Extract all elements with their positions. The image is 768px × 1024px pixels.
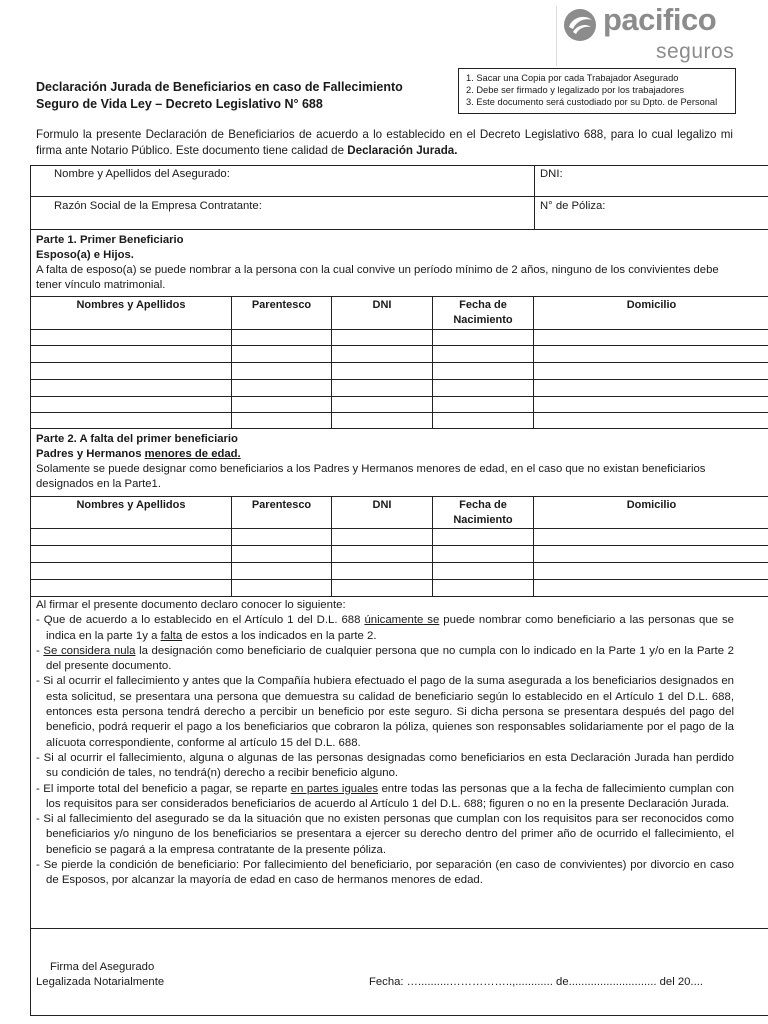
divider xyxy=(30,428,768,429)
insured-name-field[interactable] xyxy=(240,167,530,191)
title-line-2: Seguro de Vida Ley – Decreto Legislativo N° 688 xyxy=(36,97,323,111)
divider xyxy=(331,296,332,428)
logo-subtitle: seguros xyxy=(656,40,735,63)
divider xyxy=(30,196,768,197)
divider xyxy=(30,345,768,346)
declaration-item-3: - Si al ocurrir el fallecimiento y antes que la Compañía hubiera efectuado el pago de la suma asegurada a los beneficiarios designados en esta solicitud, se presentara una persona que demuestra su calidad de beneficiario según lo establecido en el Artículo 1 del D.L. 688, entonces esta persona tendrá derecho a percibir un beneficio por este seguro. Si dicha persona se presentara después del pago del beneficio, podrá requerir el pago a los beneficiarios que cobraron la póliza, quienes son responsables solidariamente por el pago de la alícuota correspondiente, conforme al artículo 15 del D.L. 688. xyxy=(36,675,734,749)
divider xyxy=(30,596,768,597)
part2-title: Parte 2. A falta del primer beneficiario xyxy=(36,433,238,445)
policy-label: N° de Póliza: xyxy=(540,200,606,212)
signature-legalized-label: Legalizada Notarialmente xyxy=(36,976,165,988)
insured-dni-label: DNI: xyxy=(540,168,563,180)
part1-note: A falta de esposo(a) se puede nombrar a la persona con la cual convive un período mínimo de 2 años, ninguno de los convivientes debe tener vínculo matrimonial. xyxy=(36,264,719,291)
col-relation: Parentesco xyxy=(251,299,312,311)
instruction-2: 2. Debe ser firmado y legalizado por los trabajadores xyxy=(466,85,685,95)
intro-bold: Declaración Jurada. xyxy=(347,143,458,157)
instruction-1: 1. Sacar una Copia por cada Trabajador Asegurado xyxy=(466,73,679,83)
insured-name-label: Nombre y Apellidos del Asegurado: xyxy=(54,168,230,180)
divider xyxy=(30,362,768,363)
part2-note: Solamente se puede designar como beneficiarios a los Padres y Hermanos menores de edad, en el caso que no existan beneficiarios designados en la Parte1. xyxy=(36,463,706,490)
insured-dni-field[interactable] xyxy=(566,167,764,191)
logo-divider xyxy=(556,6,557,66)
col-names: Nombres y Apellidos xyxy=(76,499,186,511)
part2-header: Parte 2. A falta del primer beneficiario Padres y Hermanos menores de edad. Solamente se puede designar como beneficiarios a los Padres y Hermanos menores de edad, en el caso que no existan beneficiarios designados en la Parte1. xyxy=(36,432,736,492)
part1-title: Parte 1. Primer Beneficiario xyxy=(36,234,184,246)
divider xyxy=(30,545,768,546)
divider xyxy=(30,296,768,297)
divider xyxy=(30,229,768,230)
declaration-item-6: - Si al fallecimiento del asegurado se da la situación que no existen personas que cumplan con los requisitos para ser reconocidos como beneficiarios y/o ninguno de los beneficiarios se presentara a ejercer su derecho dentro del primer año de ocurrido el fallecimiento, el beneficio se pagará a la empresa contratante de la presente póliza. xyxy=(36,813,734,856)
divider xyxy=(30,379,768,380)
part1-subtitle: Esposo(a) e Hijos. xyxy=(36,249,134,261)
declaration-item-1: - Que de acuerdo a lo establecido en el Artículo 1 del D.L. 688 únicamente se puede nombrar como beneficiario a las personas que se indica en la parte 1y a falta de estos a los indicados en la parte 2. xyxy=(36,614,734,642)
divider xyxy=(30,928,768,929)
col-dni: DNI xyxy=(372,299,392,311)
company-field[interactable] xyxy=(272,199,530,225)
declaration-item-2: - Se considera nula la designación como beneficiario de cualquier persona que no cumpla con lo indicado en la Parte 1 y/o en la Parte 2 del presente documento. xyxy=(36,644,734,673)
divider xyxy=(30,329,768,330)
title-line-1: Declaración Jurada de Beneficiarios en caso de Fallecimiento xyxy=(36,80,403,94)
company-label: Razón Social de la Empresa Contratante: xyxy=(54,200,262,212)
col-address: Domicilio xyxy=(626,299,677,311)
instructions-box xyxy=(458,68,736,114)
part1-header xyxy=(36,233,736,293)
declaration-item-4: - Si al ocurrir el fallecimiento, alguna o algunas de las personas designadas como beneficiarios en esta Declaración Jurada han perdido su condición de tales, no tendrá(n) derecho a recibir beneficio alguno. xyxy=(36,751,734,780)
date-field[interactable]: Fecha: …..........……………..,............ de............................ del 20.... xyxy=(369,976,703,988)
declaration-item-7: - Se pierde la condición de beneficiario: Por fallecimiento del beneficiario, por separación (en caso de convivientes) por divorcio en caso de Esposos, por alcanzar la mayoría de edad en caso de hermanos menores de edad. xyxy=(36,859,734,887)
divider xyxy=(30,579,768,580)
divider xyxy=(30,496,768,497)
col-names: Nombres y Apellidos xyxy=(76,299,186,311)
declaration-item-5: - El importe total del beneficio a pagar, se reparte en partes iguales entre todas las personas que a la fecha de fallecimiento cumplan con los requisitos para ser considerados beneficiarios de acuerdo al Artículo 1 del D.L. 688; figuren o no en la presente Declaración Jurada. xyxy=(36,782,734,810)
declaration-block xyxy=(36,598,734,889)
divider xyxy=(30,412,768,413)
col-relation: Parentesco xyxy=(251,499,312,511)
declaration-intro: Al firmar el presente documento declaro conocer lo siguiente: xyxy=(36,599,346,611)
divider xyxy=(30,528,768,529)
instruction-3: 3. Este documento será custodiado por su Dpto. de Personal xyxy=(466,97,718,107)
logo-brand: pacifico xyxy=(603,2,717,37)
col-birth: Fecha de Nacimiento xyxy=(453,499,513,526)
intro-paragraph: Formulo la presente Declaración de Beneficiarios de acuerdo a lo establecido en el Decreto Legislativo 688, para lo cual legalizo mi firma ante Notario Público. Este documento tiene calidad de Declaración Jurada. xyxy=(36,128,733,157)
col-address: Domicilio xyxy=(626,499,677,511)
col-dni: DNI xyxy=(372,499,392,511)
signature-label: Firma del Asegurado xyxy=(50,961,155,973)
divider xyxy=(231,296,232,428)
policy-field[interactable] xyxy=(612,199,764,225)
document-title xyxy=(36,79,403,113)
pacifico-logo-icon xyxy=(563,8,597,42)
part2-subtitle-underlined: menores de edad. xyxy=(144,448,241,460)
divider xyxy=(533,296,534,428)
divider xyxy=(534,165,535,229)
divider xyxy=(30,562,768,563)
divider xyxy=(30,396,768,397)
col-birth: Fecha de Nacimiento xyxy=(453,299,513,326)
